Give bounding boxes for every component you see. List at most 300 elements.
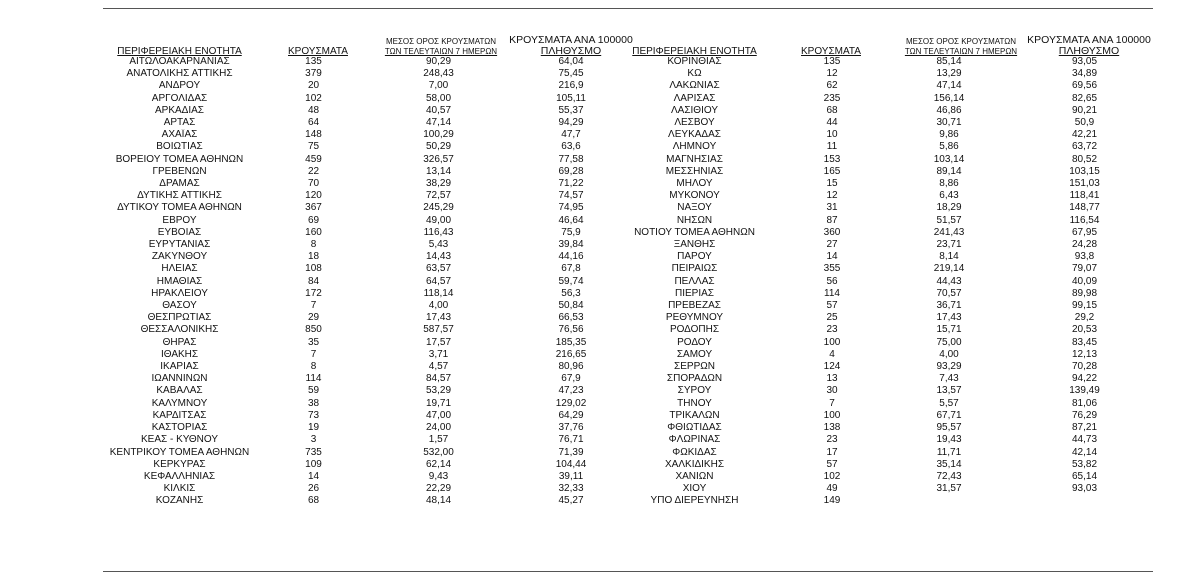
avg-cell: 70,57 <box>936 287 962 299</box>
avg-cell: 67,71 <box>936 409 962 421</box>
per100k-cell: 148,77 <box>1069 202 1100 214</box>
region-cell: ΕΥΡΥΤΑΝΙΑΣ <box>148 239 211 251</box>
per100k-cell: 139,49 <box>1069 385 1100 397</box>
table-row <box>103 251 636 263</box>
table-row <box>103 349 636 361</box>
table-row <box>103 178 636 190</box>
cases-cell: 27 <box>826 239 838 251</box>
cases-cell: 108 <box>305 263 322 275</box>
cases-cell: 850 <box>305 324 322 336</box>
table-row <box>607 154 1153 166</box>
table-row <box>103 312 636 324</box>
region-cell: ΛΗΜΝΟΥ <box>672 141 717 153</box>
table-row <box>607 117 1153 129</box>
region-cell: ΛΕΣΒΟΥ <box>674 117 715 129</box>
cases-cell: 84 <box>307 275 320 287</box>
table-row <box>607 471 1153 483</box>
region-cell: ΚΑΛΥΜΝΟΥ <box>151 397 208 409</box>
avg-cell: 31,57 <box>936 483 962 495</box>
region-cell: ΣΕΡΡΩΝ <box>674 361 715 373</box>
table-row <box>607 178 1153 190</box>
avg-cell: 7,43 <box>939 373 959 385</box>
table-row <box>607 300 1153 312</box>
table-row <box>103 117 636 129</box>
per100k-cell: 93,05 <box>1071 56 1098 67</box>
cases-cell: 148 <box>305 129 322 141</box>
table-row <box>607 105 1153 117</box>
avg-cell: 13,14 <box>425 165 452 177</box>
cases-cell: 165 <box>823 165 841 177</box>
table-row <box>607 312 1153 324</box>
table-row <box>607 68 1153 80</box>
avg-cell: 90,29 <box>425 56 452 67</box>
table-row <box>607 56 1153 68</box>
cases-cell: 25 <box>826 312 838 324</box>
per100k-cell: 67,9 <box>561 373 581 385</box>
cases-cell: 459 <box>305 153 322 165</box>
region-cell: ΑΝΔΡΟΥ <box>158 80 201 92</box>
per100k-cell: 65,14 <box>1071 470 1098 482</box>
region-cell: ΥΠΟ ΔΙΕΡΕΥΝΗΣΗ <box>650 495 739 507</box>
per100k-cell: 53,82 <box>1071 458 1098 470</box>
bottom-rule <box>103 571 1153 572</box>
table-row <box>103 154 636 166</box>
cases-cell: 172 <box>305 287 322 299</box>
region-cell: ΓΡΕΒΕΝΩΝ <box>152 165 207 177</box>
cases-cell: 235 <box>823 92 841 104</box>
cases-cell: 149 <box>823 495 841 507</box>
per100k-cell: 40,09 <box>1071 275 1098 287</box>
region-cell: ΗΛΕΙΑΣ <box>161 263 198 275</box>
cases-cell: 114 <box>305 373 322 385</box>
per100k-cell: 105,11 <box>556 92 586 104</box>
per100k-cell: 216,9 <box>558 80 584 92</box>
per100k-cell: 99,15 <box>1071 300 1098 312</box>
per100k-cell: 69,56 <box>1071 80 1098 92</box>
cases-cell: 102 <box>305 92 322 104</box>
avg-cell: 72,57 <box>425 190 452 202</box>
region-cell: ΤΗΝΟΥ <box>677 397 712 409</box>
region-cell: ΚΙΛΚΙΣ <box>163 483 196 495</box>
header-region-left: ΠΕΡΙΦΕΡΕΙΑΚΗ ΕΝΟΤΗΤΑ <box>117 46 242 57</box>
avg-cell: 47,14 <box>425 117 452 129</box>
region-cell: ΚΩ <box>687 68 702 80</box>
per100k-cell: 42,14 <box>1071 446 1098 458</box>
region-cell: ΦΘΙΩΤΙΔΑΣ <box>667 422 722 434</box>
avg-cell: 75,00 <box>936 336 962 348</box>
avg-cell: 17,43 <box>936 312 962 324</box>
region-cell: ΖΑΚΥΝΘΟΥ <box>151 251 208 263</box>
per100k-cell: 37,76 <box>558 422 584 434</box>
avg-cell: 35,14 <box>936 458 962 470</box>
region-cell: ΛΑΚΩΝΙΑΣ <box>669 80 720 92</box>
per100k-cell: 63,6 <box>561 141 581 153</box>
per100k-cell: 39,84 <box>558 239 584 251</box>
table-row <box>103 434 636 446</box>
region-cell: ΜΥΚΟΝΟΥ <box>669 190 720 202</box>
table-row <box>607 361 1153 373</box>
cases-cell: 15 <box>826 178 838 190</box>
per100k-cell: 44,73 <box>1071 434 1098 446</box>
region-cell: ΛΕΥΚΑΔΑΣ <box>668 129 721 141</box>
table-row <box>607 80 1153 92</box>
region-cell: ΠΡΕΒΕΖΑΣ <box>668 300 721 312</box>
per100k-cell: 20,53 <box>1071 324 1098 336</box>
cases-cell: 18 <box>307 251 320 263</box>
avg-cell: 53,29 <box>425 385 452 397</box>
avg-cell: 9,43 <box>428 470 449 482</box>
cases-cell: 87 <box>826 214 838 226</box>
region-cell: ΚΕΦΑΛΛΗΝΙΑΣ <box>143 470 216 482</box>
avg-cell: 49,00 <box>425 214 452 226</box>
per100k-cell: 69,28 <box>558 165 584 177</box>
avg-cell: 63,57 <box>425 263 452 275</box>
table-row <box>607 93 1153 105</box>
region-cell: ΑΡΓΟΛΙΔΑΣ <box>151 92 208 104</box>
avg-cell: 156,14 <box>933 92 965 104</box>
cases-cell: 44 <box>826 117 838 129</box>
cases-cell: 68 <box>826 104 838 116</box>
table-row <box>607 385 1153 397</box>
cases-cell: 19 <box>307 422 320 434</box>
per100k-cell: 118,41 <box>1069 190 1100 202</box>
avg-cell: 64,57 <box>425 275 452 287</box>
table-row <box>103 105 636 117</box>
table-row <box>103 483 636 495</box>
cases-cell: 30 <box>826 385 838 397</box>
cases-cell: 59 <box>307 385 320 397</box>
table-row <box>103 361 636 373</box>
region-cell: ΔΡΑΜΑΣ <box>159 178 200 190</box>
avg-cell: 22,29 <box>425 483 452 495</box>
per100k-cell: 29,2 <box>1074 312 1095 324</box>
region-cell: ΒΟΙΩΤΙΑΣ <box>156 141 203 153</box>
region-cell: ΘΑΣΟΥ <box>162 300 197 312</box>
table-row <box>607 190 1153 202</box>
per100k-cell: 34,89 <box>1071 68 1098 80</box>
region-cell: ΣΥΡΟΥ <box>677 385 712 397</box>
cases-cell: 7 <box>310 300 317 312</box>
cases-cell: 367 <box>305 202 322 214</box>
per100k-cell: 75,9 <box>561 226 581 238</box>
avg-cell: 5,86 <box>939 141 959 153</box>
per100k-cell: 42,21 <box>1071 129 1098 141</box>
region-cell: ΘΕΣΣΑΛΟΝΙΚΗΣ <box>140 324 219 336</box>
table-row <box>607 398 1153 410</box>
per100k-cell: 74,57 <box>558 190 584 202</box>
header-avg-left: ΜΕΣΟΣ ΟΡΟΣ ΚΡΟΥΣΜΑΤΩΝ ΤΩΝ ΤΕΛΕΥΤΑΙΩΝ 7 ΗΜΕΡΩΝ <box>384 37 498 56</box>
per100k-cell: 47,7 <box>561 129 581 141</box>
per100k-cell: 93,8 <box>1074 251 1095 263</box>
region-cell: ΡΟΔΟΠΗΣ <box>669 324 720 336</box>
cases-cell: 109 <box>305 458 322 470</box>
avg-cell <box>882 495 1016 507</box>
per100k-cell: 151,03 <box>1069 178 1100 190</box>
avg-cell: 19,43 <box>936 434 962 446</box>
per100k-cell: 74,95 <box>558 202 584 214</box>
per100k-cell: 66,53 <box>558 312 584 324</box>
cases-cell: 355 <box>823 263 841 275</box>
table-row <box>607 434 1153 446</box>
per100k-cell: 94,29 <box>558 117 584 129</box>
region-cell: ΠΕΛΛΑΣ <box>674 275 715 287</box>
cases-cell: 17 <box>826 446 838 458</box>
avg-cell: 103,14 <box>933 153 965 165</box>
table-row <box>103 447 636 459</box>
cases-cell: 8 <box>310 361 317 373</box>
per100k-cell: 216,65 <box>555 348 587 360</box>
avg-cell: 58,00 <box>425 92 452 104</box>
per100k-cell: 90,21 <box>1071 104 1098 116</box>
region-cell: ΚΕΡΚΥΡΑΣ <box>153 458 206 470</box>
left-data-table <box>103 56 636 508</box>
avg-cell: 14,43 <box>425 251 452 263</box>
table-row <box>607 410 1153 422</box>
avg-cell: 62,14 <box>425 458 452 470</box>
per100k-cell: 93,03 <box>1071 483 1098 495</box>
region-cell: ΑΡΚΑΔΙΑΣ <box>155 104 204 116</box>
region-cell: ΙΘΑΚΗΣ <box>160 348 199 360</box>
per100k-cell: 77,58 <box>558 153 584 165</box>
avg-cell: 19,71 <box>425 397 452 409</box>
header-per100k-right: ΚΡΟΥΣΜΑΤΑ ΑΝΑ 100000 ΠΛΗΘΥΣΜΟ <box>1027 34 1151 57</box>
region-cell: ΙΩΑΝΝΙΝΩΝ <box>151 373 208 385</box>
table-row <box>607 202 1153 214</box>
table-row <box>607 251 1153 263</box>
region-cell: ΜΕΣΣΗΝΙΑΣ <box>665 165 724 177</box>
region-cell: ΚΟΖΑΝΗΣ <box>155 495 204 507</box>
region-cell: ΡΕΘΥΜΝΟΥ <box>665 312 724 324</box>
table-row <box>607 263 1153 275</box>
region-cell: ΦΛΩΡΙΝΑΣ <box>668 434 721 446</box>
table-row <box>607 324 1153 336</box>
avg-cell: 17,43 <box>425 312 452 324</box>
table-row <box>103 215 636 227</box>
per100k-cell: 87,21 <box>1071 422 1098 434</box>
region-cell: ΞΑΝΘΗΣ <box>673 239 716 251</box>
avg-cell: 100,29 <box>423 129 454 141</box>
per100k-cell: 79,07 <box>1071 263 1098 275</box>
avg-cell: 248,43 <box>423 68 454 80</box>
table-row <box>103 56 636 68</box>
cases-cell: 56 <box>826 275 838 287</box>
per100k-cell: 116,54 <box>1069 214 1100 226</box>
per100k-cell: 89,98 <box>1071 287 1098 299</box>
per100k-cell: 24,28 <box>1071 239 1098 251</box>
avg-cell: 13,29 <box>936 68 962 80</box>
table-row <box>103 288 636 300</box>
avg-cell: 18,29 <box>936 202 962 214</box>
table-row <box>607 373 1153 385</box>
per100k-cell: 185,35 <box>555 336 587 348</box>
per100k-cell: 76,29 <box>1071 409 1098 421</box>
per100k-cell: 55,37 <box>558 104 584 116</box>
avg-cell: 118,14 <box>423 287 454 299</box>
avg-cell: 326,57 <box>423 153 454 165</box>
cases-cell: 48 <box>307 104 320 116</box>
cases-cell: 64 <box>307 117 320 129</box>
cases-cell: 360 <box>823 226 841 238</box>
per100k-cell: 50,84 <box>558 300 584 312</box>
cases-cell: 114 <box>824 287 840 299</box>
table-row <box>103 166 636 178</box>
region-cell: ΛΑΡΙΣΑΣ <box>673 92 716 104</box>
cases-cell: 14 <box>307 470 320 482</box>
avg-cell: 36,71 <box>936 300 962 312</box>
region-cell: ΚΑΒΑΛΑΣ <box>156 385 203 397</box>
region-cell: ΜΑΓΝΗΣΙΑΣ <box>666 153 723 165</box>
region-cell: ΝΗΣΩΝ <box>676 214 713 226</box>
per100k-cell: 80,96 <box>558 361 584 373</box>
cases-cell: 23 <box>826 434 838 446</box>
region-cell: ΙΚΑΡΙΑΣ <box>160 361 199 373</box>
avg-cell: 11,71 <box>936 446 962 458</box>
table-row <box>103 398 636 410</box>
cases-cell: 735 <box>305 446 322 458</box>
cases-cell: 57 <box>826 300 838 312</box>
cases-cell: 12 <box>826 190 838 202</box>
region-cell: ΔΥΤΙΚΟΥ ΤΟΜΕΑ ΑΘΗΝΩΝ <box>117 202 242 214</box>
cases-cell: 29 <box>307 312 320 324</box>
avg-cell: 532,00 <box>423 446 454 458</box>
region-cell: ΣΑΜΟΥ <box>676 348 713 360</box>
table-row <box>607 215 1153 227</box>
table-row <box>103 337 636 349</box>
region-cell: ΒΟΡΕΙΟΥ ΤΟΜΕΑ ΑΘΗΝΩΝ <box>115 153 244 165</box>
table-row <box>103 227 636 239</box>
region-cell: ΚΑΡΔΙΤΣΑΣ <box>152 409 207 421</box>
table-row <box>103 276 636 288</box>
cases-cell: 160 <box>305 226 322 238</box>
per100k-cell: 64,29 <box>558 409 584 421</box>
table-row <box>607 447 1153 459</box>
per100k-cell: 104,44 <box>555 458 587 470</box>
avg-cell: 8,14 <box>939 251 959 263</box>
table-row <box>607 422 1153 434</box>
region-cell: ΧΑΛΚΙΔΙΚΗΣ <box>665 458 724 470</box>
region-cell: ΚΟΡΙΝΘΙΑΣ <box>667 56 722 67</box>
cases-cell: 100 <box>823 336 841 348</box>
region-cell: ΚΕΑΣ - ΚΥΘΝΟΥ <box>141 434 218 446</box>
region-cell: ΚΑΣΤΟΡΙΑΣ <box>151 422 208 434</box>
cases-cell: 4 <box>829 348 835 360</box>
avg-cell: 1,57 <box>428 434 449 446</box>
table-row <box>103 141 636 153</box>
region-cell: ΗΜΑΘΙΑΣ <box>156 275 203 287</box>
avg-cell: 51,57 <box>936 214 962 226</box>
cases-cell: 379 <box>305 68 322 80</box>
region-cell: ΚΕΝΤΡΙΚΟΥ ΤΟΜΕΑ ΑΘΗΝΩΝ <box>109 446 250 458</box>
avg-cell: 50,29 <box>425 141 452 153</box>
per100k-cell: 39,11 <box>558 470 584 482</box>
region-cell: ΠΑΡΟΥ <box>677 251 712 263</box>
cases-cell: 22 <box>307 165 320 177</box>
table-row <box>607 166 1153 178</box>
region-cell: ΑΝΑΤΟΛΙΚΗΣ ΑΤΤΙΚΗΣ <box>126 68 233 80</box>
per100k-cell: 46,64 <box>558 214 584 226</box>
avg-cell: 48,14 <box>425 495 452 507</box>
avg-cell: 47,14 <box>936 80 962 92</box>
avg-cell: 13,57 <box>936 385 962 397</box>
avg-cell: 47,00 <box>425 409 452 421</box>
cases-cell: 12 <box>826 68 838 80</box>
region-cell: ΛΑΣΙΘΙΟΥ <box>671 104 718 116</box>
cases-cell: 135 <box>823 56 841 67</box>
avg-cell: 17,57 <box>425 336 452 348</box>
avg-cell: 40,57 <box>425 104 452 116</box>
cases-cell: 38 <box>307 397 320 409</box>
header-cases-left: ΚΡΟΥΣΜΑΤΑ <box>288 46 348 57</box>
top-rule <box>103 8 1153 9</box>
cases-cell: 75 <box>307 141 320 153</box>
per100k-cell: 71,22 <box>558 178 584 190</box>
table-row <box>103 263 636 275</box>
avg-cell: 5,43 <box>428 239 449 251</box>
cases-cell: 13 <box>826 373 838 385</box>
avg-cell: 219,14 <box>933 263 965 275</box>
cases-cell: 14 <box>826 251 838 263</box>
per100k-cell: 59,74 <box>558 275 584 287</box>
cases-cell: 26 <box>307 483 320 495</box>
header-avg-right: ΜΕΣΟΣ ΟΡΟΣ ΚΡΟΥΣΜΑΤΩΝ ΤΩΝ ΤΕΛΕΥΤΑΙΩΝ 7 ΗΜΕΡΩΝ <box>904 37 1018 56</box>
avg-cell: 24,00 <box>425 422 452 434</box>
avg-cell: 6,43 <box>939 190 959 202</box>
table-row <box>607 239 1153 251</box>
avg-cell: 46,86 <box>936 104 962 116</box>
per100k-cell: 129,02 <box>555 397 587 409</box>
avg-cell: 587,57 <box>423 324 454 336</box>
cases-cell: 31 <box>826 202 838 214</box>
per100k-cell: 83,45 <box>1071 336 1098 348</box>
per100k-cell: 44,16 <box>558 251 584 263</box>
avg-cell: 4,57 <box>428 361 449 373</box>
table-row <box>607 276 1153 288</box>
table-row <box>103 300 636 312</box>
table-row <box>607 337 1153 349</box>
table-row <box>103 202 636 214</box>
avg-cell: 72,43 <box>936 470 962 482</box>
avg-cell: 4,00 <box>939 348 959 360</box>
per100k-cell: 103,15 <box>1069 165 1100 177</box>
avg-cell: 15,71 <box>936 324 962 336</box>
region-cell: ΣΠΟΡΑΔΩΝ <box>666 373 723 385</box>
table-row <box>607 141 1153 153</box>
avg-cell: 89,14 <box>936 165 962 177</box>
per100k-cell: 56,3 <box>561 287 581 299</box>
cases-cell: 70 <box>307 178 320 190</box>
avg-cell: 38,29 <box>425 178 452 190</box>
per100k-cell: 32,33 <box>558 483 584 495</box>
region-cell: ΠΙΕΡΙΑΣ <box>675 287 714 299</box>
avg-cell: 241,43 <box>933 226 965 238</box>
table-row <box>103 459 636 471</box>
table-row <box>103 239 636 251</box>
per100k-cell: 67,8 <box>561 263 581 275</box>
avg-cell: 5,57 <box>939 397 959 409</box>
region-cell: ΕΒΡΟΥ <box>162 214 197 226</box>
table-row <box>103 129 636 141</box>
per100k-cell: 63,72 <box>1071 141 1098 153</box>
cases-cell: 57 <box>826 458 838 470</box>
table-row <box>103 190 636 202</box>
table-row <box>607 349 1153 361</box>
cases-cell: 23 <box>826 324 838 336</box>
cases-cell: 49 <box>826 483 838 495</box>
table-row <box>607 129 1153 141</box>
avg-cell: 84,57 <box>425 373 452 385</box>
table-row <box>607 483 1153 495</box>
region-cell: ΗΡΑΚΛΕΙΟΥ <box>151 287 208 299</box>
